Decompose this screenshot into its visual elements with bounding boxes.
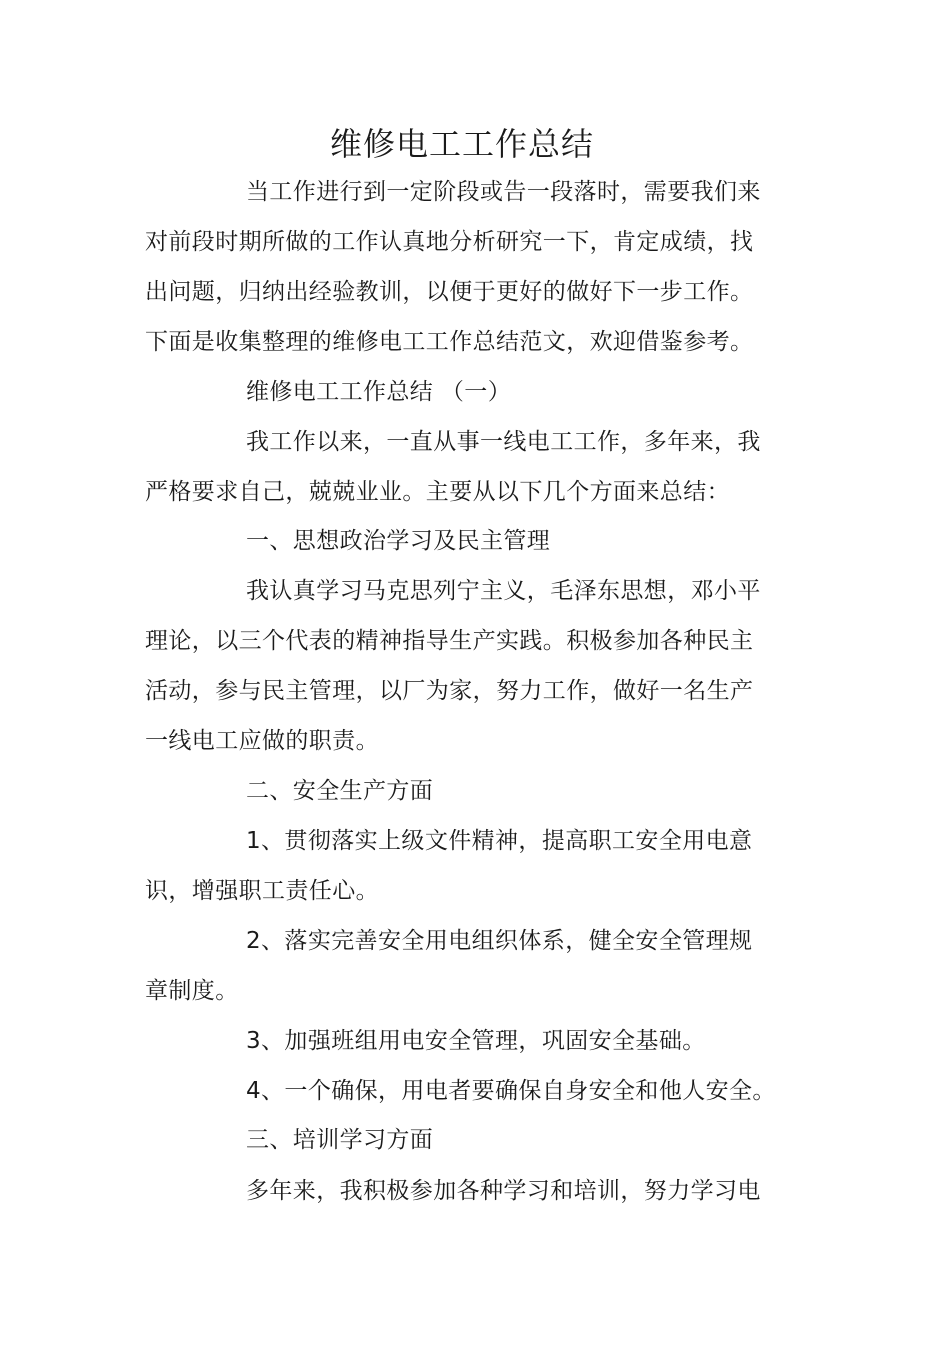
paragraph-line: 严格要求自己，兢兢业业。主要从以下几个方面来总结： [145,479,730,505]
paragraph-line: 多年来，我积极参加各种学习和培训，努力学习电 [246,1178,761,1204]
paragraph-line: 活动，参与民主管理，以厂为家，努力工作，做好一名生产 [145,678,754,704]
list-item: 1、贯彻落实上级文件精神，提高职工安全用电意 [246,828,753,854]
list-item: 4、一个确保，用电者要确保自身安全和他人安全。 [246,1078,776,1104]
section-heading: 二、安全生产方面 [246,778,434,804]
list-item-continuation: 章制度。 [145,978,239,1004]
paragraph-line: 一线电工应做的职责。 [145,728,379,754]
paragraph-line: 下面是收集整理的维修电工工作总结范文，欢迎借鉴参考。 [145,329,754,355]
paragraph-line: 出问题，归纳出经验教训，以便于更好的做好下一步工作。 [145,279,754,305]
paragraph-line: 当工作进行到一定阶段或告一段落时，需要我们来 [246,179,761,205]
list-item: 2、落实完善安全用电组织体系，健全安全管理规 [246,928,753,954]
paragraph-line: 理论，以三个代表的精神指导生产实践。积极参加各种民主 [145,628,754,654]
section-heading: 一、思想政治学习及民主管理 [246,528,551,554]
paragraph-line: 对前段时期所做的工作认真地分析研究一下，肯定成绩，找 [145,229,754,255]
paragraph-line: 我工作以来，一直从事一线电工工作，多年来，我 [246,429,761,455]
list-item-continuation: 识，增强职工责任心。 [145,878,379,904]
list-item: 3、加强班组用电安全管理，巩固安全基础。 [246,1028,706,1054]
document-title: 维修电工工作总结 [329,125,594,163]
paragraph-line: 我认真学习马克思列宁主义，毛泽东思想，邓小平 [246,578,761,604]
section-heading: 维修电工工作总结 （一） [246,379,512,405]
section-heading: 三、培训学习方面 [246,1127,434,1153]
